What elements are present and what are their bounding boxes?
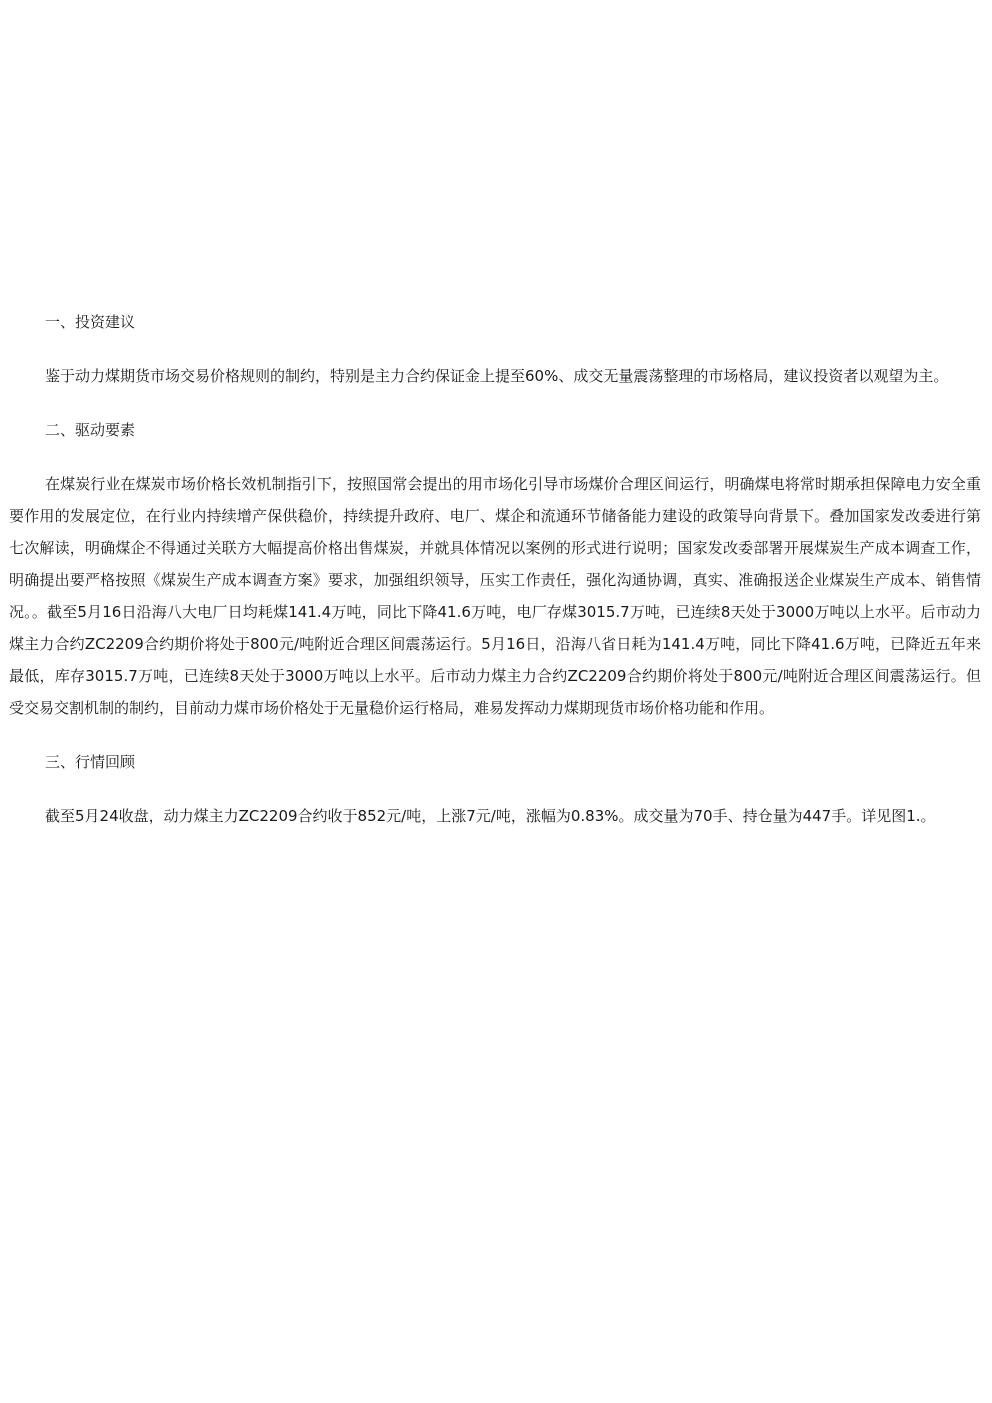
section-body-driving-factors: 在煤炭行业在煤炭市场价格长效机制指引下，按照国常会提出的用市场化引导市场煤价合理区间运行，明确煤电将常时期承担保障电力安全重要作用的发展定位，在行业内持续增产保供稳价，持续提升政府、电厂、煤企和流通环节储备能力建设的政策导向背景下。叠加国家发改委进行第七次解读，明确煤企不得通过关联方大幅提高价格出售煤炭，并就具体情况以案例的形式进行说明；国家发改委部署开展煤炭生产成本调查工作，明确提出要严格按照《煤炭生产成本调查方案》要求，加强组织领导，压实工作责任，强化沟通协调，真实、准确报送企业煤炭生产成本、销售情况。。截至5月16日沿海八大电厂日均耗煤141.4万吨，同比下降41.6万吨，电厂存煤3015.7万吨，已连续8天处于3000万吨以上水平。后市动力煤主力合约ZC2209合约期价将处于800元/吨附近合理区间震荡运行。5月16日，沿海八省日耗为141.4万吨，同比下降41.6万吨，已降近五年来最低，库存3015.7万吨，已连续8天处于3000万吨以上水平。后市动力煤主力合约ZC2209合约期价将处于800元/吨附近合理区间震荡运行。但受交易交割机制的制约，目前动力煤市场价格处于无量稳价运行格局，难易发挥动力煤期现货市场价格功能和作用。 [9,475,981,717]
section-body-market-review: 截至5月24收盘，动力煤主力ZC2209合约收于852元/吨，上涨7元/吨，涨幅为0.83%。成交量为70手、持仓量为447手。详见图1.。 [45,807,936,825]
section-heading-investment-advice: 一、投资建议 [45,313,136,331]
section-heading-driving-factors: 二、驱动要素 [45,421,136,439]
section-body-investment-advice: 鉴于动力煤期货市场交易价格规则的制约，特别是主力合约保证金上提至60%、成交无量震荡整理的市场格局，建议投资者以观望为主。 [45,367,949,385]
section-heading-market-review: 三、行情回顾 [45,753,136,771]
document-body [9,306,981,854]
